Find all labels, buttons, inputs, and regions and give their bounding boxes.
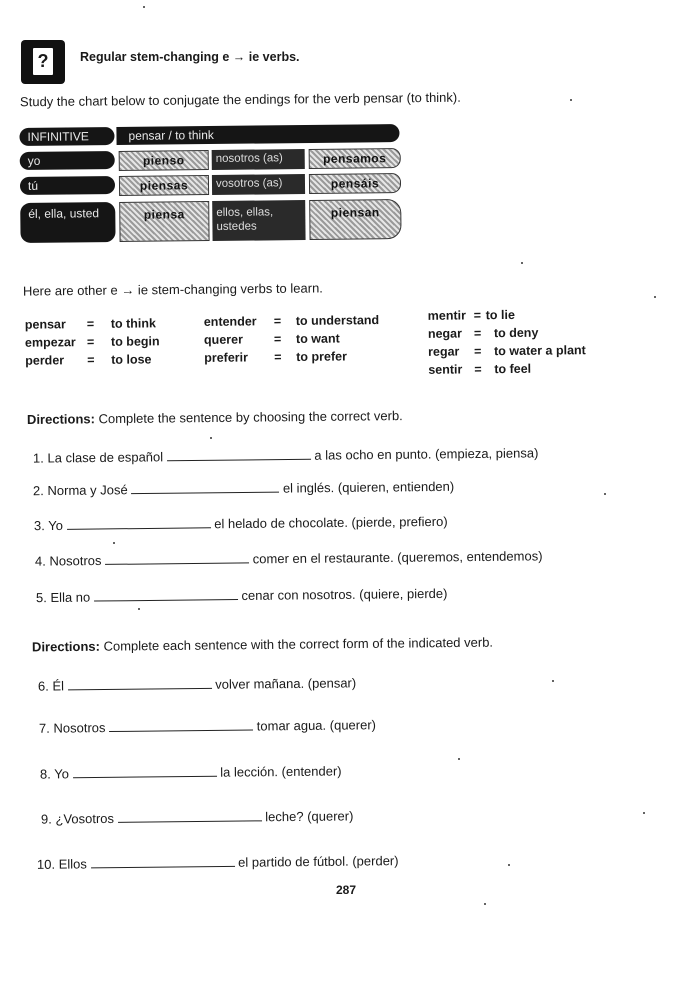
- exercise-item-10: [37, 853, 399, 872]
- vocab-row: querer = to want: [203, 331, 340, 347]
- form-tu: piensas: [119, 175, 209, 196]
- vocab-row: pensar = to think: [24, 316, 157, 332]
- item-end: cenar con nosotros. (quiere, pierde): [241, 585, 448, 604]
- intro-text: Study the chart below to conjugate the endings for the verb pensar (to think).: [19, 89, 461, 110]
- directions-text: Complete each sentence with the correct form of the indicated verb.: [103, 634, 494, 654]
- answer-blank[interactable]: [167, 449, 311, 462]
- scan-speck: [484, 903, 486, 905]
- page-number: 287: [336, 883, 357, 897]
- form-vosotros: pensáis: [309, 173, 401, 194]
- pronoun-nosotros: nosotros (as): [212, 149, 305, 170]
- vocab-row: preferir = to prefer: [204, 349, 347, 365]
- scan-speck: [643, 812, 645, 814]
- item-end: volver mañana. (pensar): [215, 675, 357, 692]
- scan-speck: [508, 864, 510, 866]
- scan-speck: [113, 542, 115, 544]
- answer-blank[interactable]: [105, 552, 249, 565]
- scan-speck: [654, 296, 656, 298]
- directions-label: Directions:: [31, 638, 100, 655]
- pronoun-el: él, ella, usted: [20, 202, 115, 243]
- item-end: el inglés. (quieren, entienden): [282, 478, 455, 496]
- vocab-column-1: [25, 314, 160, 369]
- section-title: Regular stem-changing e → ie verbs.: [80, 50, 300, 64]
- item-start: 6. Él: [37, 678, 65, 694]
- answer-blank[interactable]: [73, 766, 217, 779]
- exercise-item-5: [36, 586, 448, 605]
- item-start: 7. Nosotros: [38, 720, 106, 736]
- scan-speck: [604, 493, 606, 495]
- other-verbs-intro: Here are other e → ie stem-changing verbs to learn.: [22, 280, 323, 299]
- pronoun-ellos: ellos, ellas, ustedes: [212, 200, 305, 241]
- vocab-row: empezar = to begin: [24, 334, 160, 350]
- exercise-item-4: [35, 548, 543, 568]
- exercise-item-1: [33, 445, 539, 465]
- directions-label: Directions:: [26, 411, 95, 427]
- vocab-row: negar = to deny: [427, 325, 539, 341]
- scan-speck: [521, 262, 523, 264]
- item-start: 4. Nosotros: [34, 552, 102, 569]
- exercise-item-7: [39, 717, 376, 736]
- exercise-item-6: [38, 675, 356, 693]
- form-yo: pienso: [119, 150, 209, 171]
- pronoun-vosotros: vosotros (as): [212, 174, 305, 195]
- item-start: 2. Norma y José: [32, 482, 128, 499]
- infinitive-label: INFINITIVE: [19, 127, 114, 146]
- vocab-column-3: [428, 305, 586, 379]
- vocab-row: regar = to water a plant: [428, 343, 586, 359]
- item-start: 8. Yo: [39, 766, 70, 782]
- answer-blank[interactable]: [90, 856, 234, 869]
- scan-speck: [210, 437, 212, 439]
- vocab-row: sentir = to feel: [428, 361, 532, 377]
- answer-blank[interactable]: [131, 482, 279, 495]
- scan-speck: [138, 608, 140, 610]
- item-end: el helado de chocolate. (pierde, prefiero): [214, 513, 448, 532]
- scan-speck: [552, 680, 554, 682]
- item-start: 5. Ella no: [35, 589, 91, 606]
- exercise-item-3: [34, 514, 448, 533]
- directions-1: [27, 408, 403, 427]
- vocab-row: mentir = to lie: [427, 307, 515, 323]
- scan-speck: [458, 758, 460, 760]
- answer-blank[interactable]: [118, 810, 262, 823]
- item-end: la lección. (entender): [220, 763, 342, 780]
- question-icon: [21, 40, 65, 84]
- item-start: 1. La clase de español: [32, 449, 164, 466]
- form-el: piensa: [119, 201, 209, 242]
- item-end: a las ocho en punto. (empieza, piensa): [314, 445, 539, 463]
- infinitive-value: pensar / to think: [116, 124, 399, 145]
- answer-blank[interactable]: [94, 589, 238, 602]
- exercise-item-9: [41, 808, 354, 826]
- form-nosotros: pensamos: [309, 148, 401, 169]
- answer-blank[interactable]: [109, 720, 253, 733]
- item-end: comer en el restaurante. (queremos, entendemos): [252, 548, 543, 567]
- scan-speck: [143, 6, 145, 8]
- pronoun-tu: tú: [20, 176, 115, 195]
- answer-blank[interactable]: [68, 678, 212, 691]
- item-end: el partido de fútbol. (perder): [238, 853, 399, 870]
- vocab-row: perder = to lose: [25, 352, 152, 368]
- vocab-column-2: [204, 311, 380, 367]
- vocab-row: entender = to understand: [203, 313, 380, 329]
- exercise-item-2: [33, 479, 454, 498]
- pronoun-yo: yo: [20, 151, 115, 170]
- scan-speck: [570, 99, 572, 101]
- item-start: 9. ¿Vosotros: [40, 810, 115, 827]
- answer-blank[interactable]: [67, 517, 211, 530]
- item-end: tomar agua. (querer): [256, 717, 377, 734]
- question-icon-label: ?: [32, 47, 54, 76]
- item-start: 3. Yo: [33, 517, 64, 534]
- conjugation-chart: [19, 122, 405, 248]
- form-ellos: piensan: [309, 199, 401, 240]
- item-start: 10. Ellos: [36, 856, 87, 872]
- directions-2: [32, 635, 493, 655]
- exercise-item-8: [40, 763, 342, 781]
- item-end: leche? (querer): [265, 808, 354, 825]
- directions-text: Complete the sentence by choosing the correct verb.: [98, 408, 403, 427]
